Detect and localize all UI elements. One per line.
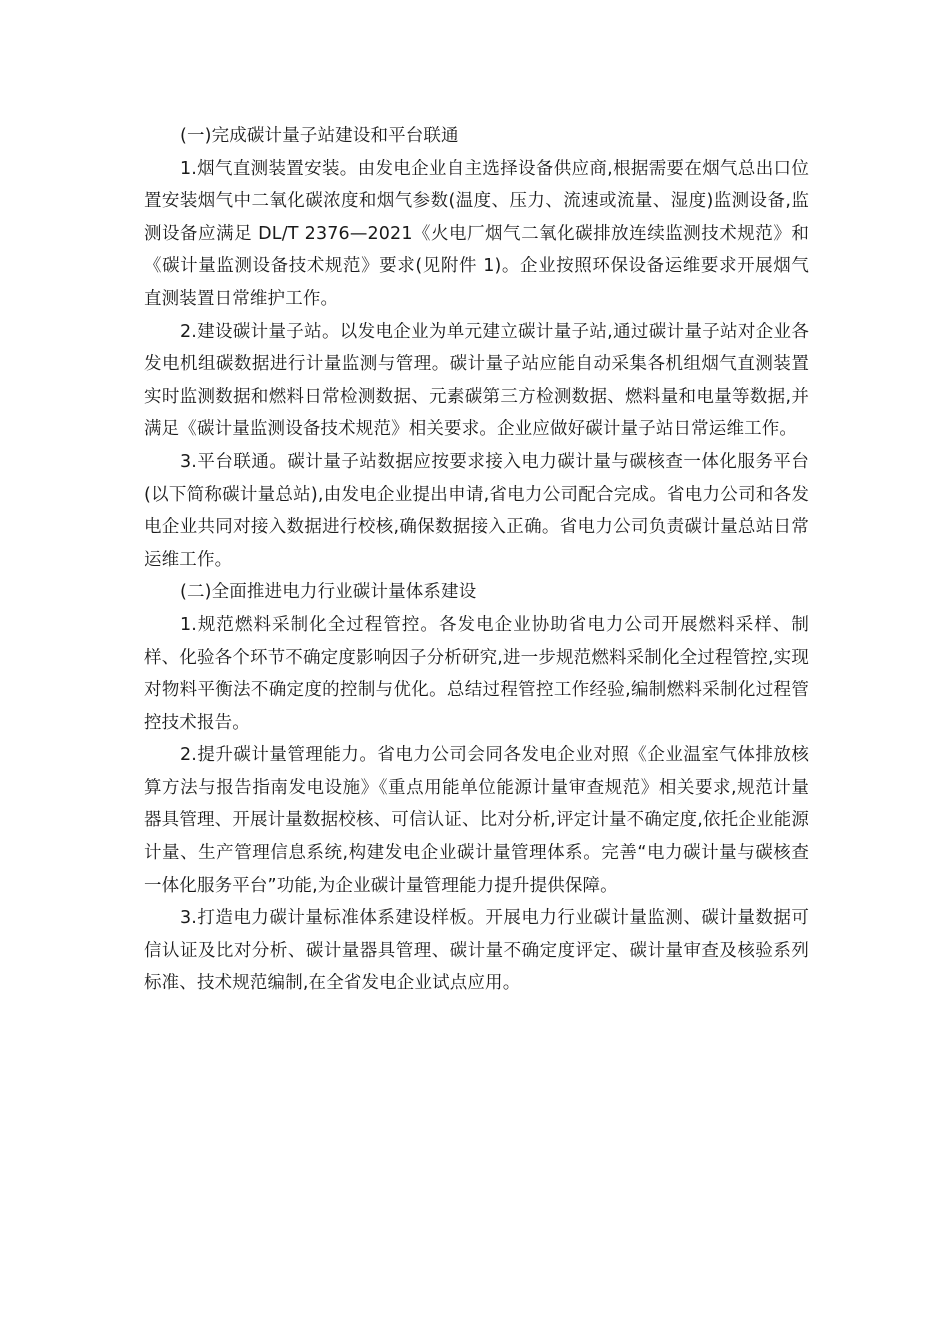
document-body <box>144 120 809 1000</box>
item-1-3-paragraph: 3.平台联通。碳计量子站数据应按要求接入电力碳计量与碳核查一体化服务平台(以下简称碳计量总站),由发电企业提出申请,省电力公司配合完成。省电力公司和各发电企业共同对接入数据进行校核,确保数据接入正确。省电力公司负责碳计量总站日常运维工作。 <box>144 451 809 570</box>
section-heading-1: (一)完成碳计量子站建设和平台联通 <box>180 126 459 146</box>
item-2-1-paragraph: 1.规范燃料采制化全过程管控。各发电企业协助省电力公司开展燃料采样、制样、化验各个环节不确定度影响因子分析研究,进一步规范燃料采制化全过程管控,实现对物料平衡法不确定度的控制与优化。总结过程管控工作经验,编制燃料采制化过程管控技术报告。 <box>144 614 809 733</box>
item-1-1-paragraph: 1.烟气直测装置安装。由发电企业自主选择设备供应商,根据需要在烟气总出口位置安装烟气中二氧化碳浓度和烟气参数(温度、压力、流速或流量、湿度)监测设备,监测设备应满足 DL/T 2376—2021《火电厂烟气二氧化碳排放连续监测技术规范》和《碳计量监测设备技术规范》要求(见附件 1)。企业按照环保设备运维要求开展烟气直测装置日常维护工作。 <box>144 158 809 309</box>
item-2-2-paragraph: 2.提升碳计量管理能力。省电力公司会同各发电企业对照《企业温室气体排放核算方法与报告指南发电设施》《重点用能单位能源计量审查规范》相关要求,规范计量器具管理、开展计量数据校核、可信认证、比对分析,评定计量不确定度,依托企业能源计量、生产管理信息系统,构建发电企业碳计量管理体系。完善“电力碳计量与碳核查一体化服务平台”功能,为企业碳计量管理能力提升提供保障。 <box>144 745 809 896</box>
section-heading-2: (二)全面推进电力行业碳计量体系建设 <box>180 582 477 603</box>
item-2-3-paragraph: 3.打造电力碳计量标准体系建设样板。开展电力行业碳计量监测、碳计量数据可信认证及比对分析、碳计量器具管理、碳计量不确定度评定、碳计量审查及核验系列标准、技术规范编制,在全省发电企业试点应用。 <box>144 908 809 994</box>
item-1-2-paragraph: 2.建设碳计量子站。以发电企业为单元建立碳计量子站,通过碳计量子站对企业各发电机组碳数据进行计量监测与管理。碳计量子站应能自动采集各机组烟气直测装置实时监测数据和燃料日常检测数据、元素碳第三方检测数据、燃料量和电量等数据,并满足《碳计量监测设备技术规范》相关要求。企业应做好碳计量子站日常运维工作。 <box>144 321 809 440</box>
